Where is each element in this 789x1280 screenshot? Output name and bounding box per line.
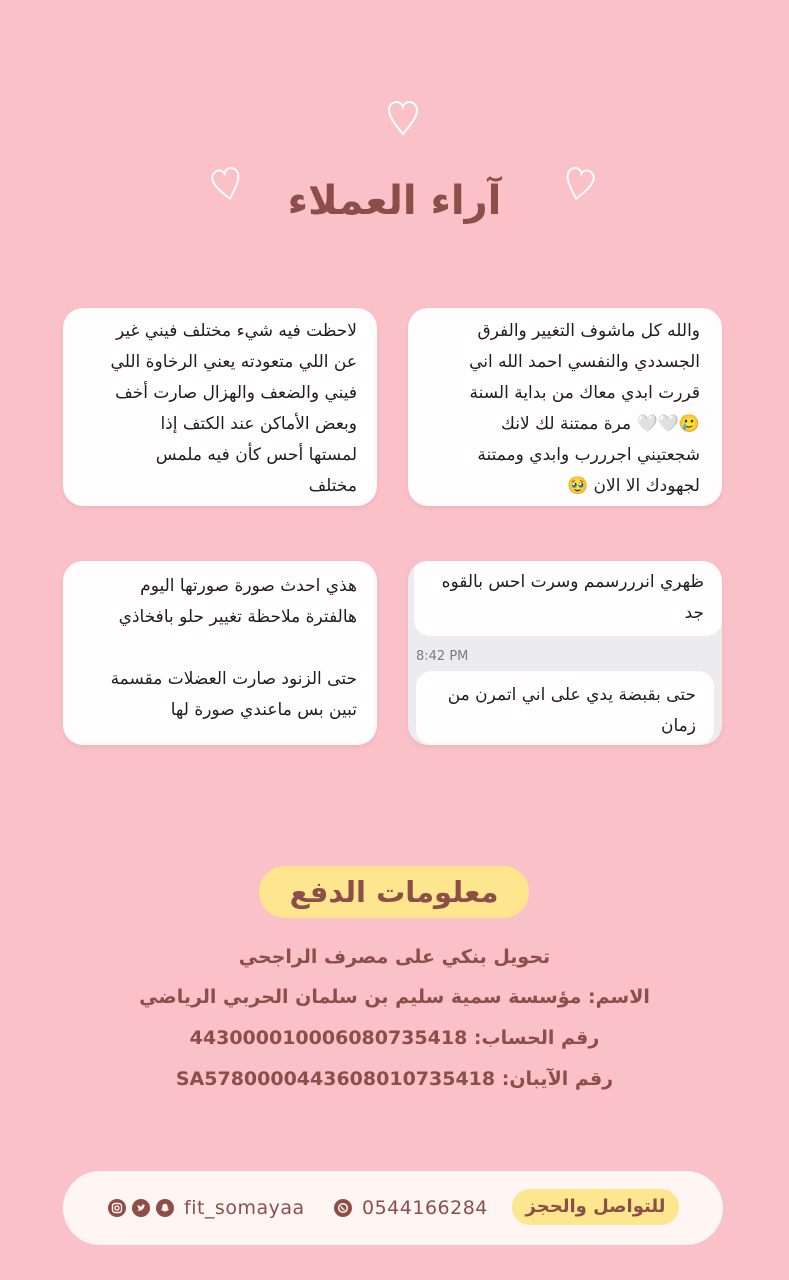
contact-label: للتواصل والحجز bbox=[512, 1189, 679, 1225]
review-line bbox=[75, 633, 357, 664]
review-card bbox=[63, 561, 377, 745]
page-title: آراء العملاء bbox=[287, 178, 502, 224]
review-card bbox=[408, 308, 722, 506]
social-handle-text: fit_somayaa bbox=[184, 1197, 305, 1219]
account-name-text: الاسم: مؤسسة سمية سليم بن سلمان الحربي الرياضي bbox=[139, 986, 650, 1008]
snapchat-icon bbox=[156, 1199, 174, 1217]
chat-line: ظهري انرررسمم وسرت احس بالقوه bbox=[441, 572, 704, 592]
chat-timestamp: 8:42 PM bbox=[416, 649, 469, 664]
review-line: والله كل ماشوف التغيير والفرق bbox=[477, 321, 700, 341]
twitter-icon bbox=[132, 1199, 150, 1217]
review-line: قررت ابدي معاك من بداية السنة bbox=[469, 383, 700, 403]
payment-title: معلومات الدفع bbox=[259, 866, 529, 918]
review-line: شجعتيني اجرررب وابدي وممتنة bbox=[477, 445, 700, 465]
review-line: حتى الزنود صارت العضلات مقسمة bbox=[110, 669, 357, 689]
social-handle[interactable] bbox=[108, 1195, 305, 1221]
chat-screenshot-card bbox=[408, 561, 722, 745]
phone-contact[interactable] bbox=[334, 1195, 488, 1221]
whatsapp-icon bbox=[334, 1199, 352, 1217]
review-line: لاحظت فيه شيء مختلف فيني غير bbox=[115, 321, 357, 341]
review-line: هالفترة ملاحظة تغيير حلو بافخاذي bbox=[118, 607, 357, 627]
chat-bubble bbox=[414, 561, 722, 636]
chat-line: زمان bbox=[661, 716, 696, 736]
heart-icon bbox=[387, 100, 419, 138]
review-line: لجهودك الا الان 🥹 bbox=[566, 476, 700, 496]
chat-line: جد bbox=[684, 603, 704, 623]
review-line: وبعض الأماكن عند الكتف إذا bbox=[160, 414, 357, 434]
review-card bbox=[63, 308, 377, 506]
chat-bubble bbox=[416, 671, 714, 745]
review-line: مختلف bbox=[308, 476, 357, 496]
review-line: عن اللي متعودته يعني الرخاوة اللي bbox=[110, 352, 357, 372]
account-number-text: رقم الحساب: 443000010006080735418 bbox=[189, 1027, 600, 1049]
instagram-icon bbox=[108, 1199, 126, 1217]
iban-text: رقم الآيبان: SA5780000443608010735418 bbox=[175, 1068, 614, 1090]
bank-transfer-text: تحويل بنكي على مصرف الراجحي bbox=[238, 946, 551, 968]
review-line: تبين بس ماعندي صورة لها bbox=[170, 700, 357, 720]
phone-number: 0544166284 bbox=[362, 1197, 488, 1219]
contact-bar bbox=[63, 1171, 723, 1245]
review-line: هذي احدث صورة صورتها اليوم bbox=[140, 576, 357, 596]
review-line: 🥲🤍🤍 مرة ممتنة لك لانك bbox=[500, 414, 700, 434]
review-line: الجسددي والنفسي احمد الله اني bbox=[469, 352, 700, 372]
chat-line: حتى بقبضة يدي على اني اتمرن من bbox=[447, 685, 696, 705]
review-line: لمستها أحس كأن فيه ملمس bbox=[155, 445, 357, 465]
review-line: فيني والضعف والهزال صارت أخف bbox=[115, 383, 357, 403]
